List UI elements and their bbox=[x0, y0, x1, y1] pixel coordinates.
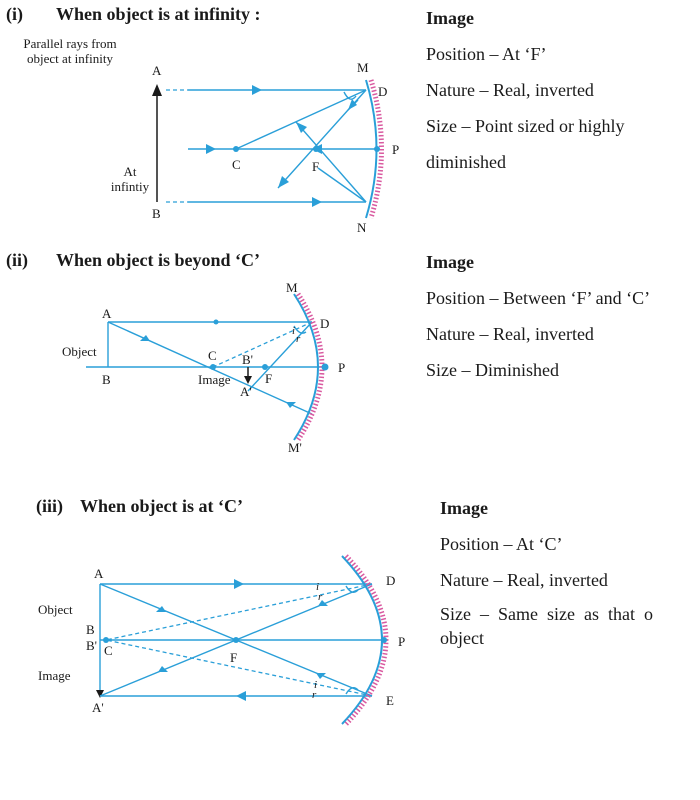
image-label-3: Image bbox=[38, 668, 71, 683]
section-2-image-nature: Nature – Real, inverted bbox=[426, 324, 594, 344]
label-a-2: A bbox=[102, 306, 112, 321]
ray-a-through-f-arrow-3 bbox=[156, 606, 166, 612]
incident-ray-bottom-arrow bbox=[312, 197, 322, 207]
normal-ec-dashed-3 bbox=[106, 640, 372, 696]
note-line-1: Parallel rays from bbox=[23, 36, 117, 51]
section-2-image-title: Image bbox=[426, 252, 474, 272]
label-b: B bbox=[152, 206, 161, 221]
section-1-image-size: Size – Point sized or highly bbox=[426, 116, 625, 136]
diagram-3 bbox=[38, 556, 405, 724]
label-p-2: P bbox=[338, 360, 346, 375]
object-label-2: Object bbox=[62, 344, 97, 359]
section-3-image-title: Image bbox=[440, 498, 488, 518]
label-c: C bbox=[232, 157, 241, 172]
image-arrow-head bbox=[244, 376, 252, 384]
label-e-3: E bbox=[386, 693, 394, 708]
image-label-2: Image bbox=[198, 372, 231, 387]
reflected-ray-bottom bbox=[296, 122, 366, 202]
label-a-prime-3: A' bbox=[92, 700, 104, 715]
section-3-image-size: Size – Same size as that o bbox=[440, 604, 653, 624]
section-2-numeral: (ii) bbox=[6, 250, 28, 270]
label-a: A bbox=[152, 63, 162, 78]
axis-arrow bbox=[206, 144, 216, 154]
section-1-numeral: (i) bbox=[6, 4, 23, 24]
point-f-dot-2 bbox=[262, 364, 268, 370]
reflected-d-through-f bbox=[248, 322, 312, 391]
at-infinity-line-1: At bbox=[123, 164, 137, 179]
section-3-image-size-cont: object bbox=[440, 628, 484, 648]
label-m-prime-2: M' bbox=[288, 440, 302, 455]
reflected-ray-bottom-arrow bbox=[296, 122, 307, 133]
point-p-dot bbox=[374, 146, 380, 152]
ray-a-through-c bbox=[108, 322, 312, 414]
ray-e-to-a-prime-arrow-3 bbox=[236, 691, 246, 701]
note-line-2: object at infinity bbox=[27, 51, 113, 66]
ray-a-to-d-marker bbox=[214, 320, 219, 325]
label-n: N bbox=[357, 220, 367, 235]
point-f-dot bbox=[313, 146, 319, 152]
point-c-dot bbox=[233, 146, 239, 152]
diagram-1 bbox=[152, 60, 399, 235]
label-f-2: F bbox=[265, 371, 273, 386]
incident-ray-top-arrow bbox=[252, 85, 262, 95]
label-d: D bbox=[378, 84, 388, 99]
label-c-2: C bbox=[208, 348, 217, 363]
section-2-image-position: Position – Between ‘F’ and ‘C’ bbox=[426, 288, 651, 308]
ray-return-arrow bbox=[286, 402, 296, 408]
section-1-image-nature: Nature – Real, inverted bbox=[426, 80, 594, 100]
point-f-dot-3 bbox=[233, 637, 239, 643]
label-r-3-top: r bbox=[318, 591, 323, 603]
section-1-image-title: Image bbox=[426, 8, 474, 28]
section-2-image-size: Size – Diminished bbox=[426, 360, 559, 380]
label-b-3: B bbox=[86, 622, 95, 637]
label-d-3: D bbox=[386, 573, 396, 588]
point-p-dot-3 bbox=[381, 637, 387, 643]
object-arrow-head bbox=[152, 84, 162, 96]
section-3-image-position: Position – At ‘C’ bbox=[440, 534, 563, 554]
label-r-3-bottom: r bbox=[312, 689, 317, 701]
label-m: M bbox=[357, 60, 369, 75]
label-f-3: F bbox=[230, 650, 238, 665]
normal-dc-dashed-3 bbox=[106, 584, 372, 640]
label-b-2: B bbox=[102, 372, 111, 387]
at-infinity-line-2: infintiy bbox=[110, 179, 150, 194]
section-3-heading: When object is at ‘C’ bbox=[80, 496, 243, 516]
label-a-prime-2: A' bbox=[240, 384, 252, 399]
diagram-2 bbox=[62, 280, 345, 455]
normal-line-dc bbox=[236, 90, 366, 149]
section-3-image-nature: Nature – Real, inverted bbox=[440, 570, 608, 590]
section-1-image-position: Position – At ‘F’ bbox=[426, 44, 547, 64]
label-b-prime-2: B' bbox=[242, 352, 254, 367]
point-c-dot-2 bbox=[210, 364, 216, 370]
image-arrow-head-3 bbox=[96, 690, 104, 698]
label-f: F bbox=[312, 159, 320, 174]
object-label-3: Object bbox=[38, 602, 73, 617]
label-m-2: M bbox=[286, 280, 298, 295]
ray-a-to-d-arrow-3 bbox=[234, 579, 244, 589]
section-1-image-size-cont: diminished bbox=[426, 152, 506, 172]
point-p-dot-2 bbox=[322, 364, 329, 371]
label-p-3: P bbox=[398, 634, 406, 649]
normal-line-nf bbox=[318, 168, 366, 202]
label-d-2: D bbox=[320, 316, 330, 331]
section-3-numeral: (iii) bbox=[36, 496, 63, 516]
section-2-heading: When object is beyond ‘C’ bbox=[56, 250, 261, 270]
label-a-3: A bbox=[94, 566, 104, 581]
label-r-2: r bbox=[296, 333, 301, 345]
label-i-3-top: i bbox=[316, 581, 320, 593]
label-p: P bbox=[392, 142, 400, 157]
label-b-prime-3: B' bbox=[86, 638, 98, 653]
label-i-3-bottom: i bbox=[314, 679, 318, 691]
section-1-heading: When object is at infinity : bbox=[56, 4, 261, 24]
label-i-2: i bbox=[292, 325, 296, 337]
ray-a-through-c-arrow bbox=[140, 335, 150, 341]
label-c-3: C bbox=[104, 643, 113, 658]
